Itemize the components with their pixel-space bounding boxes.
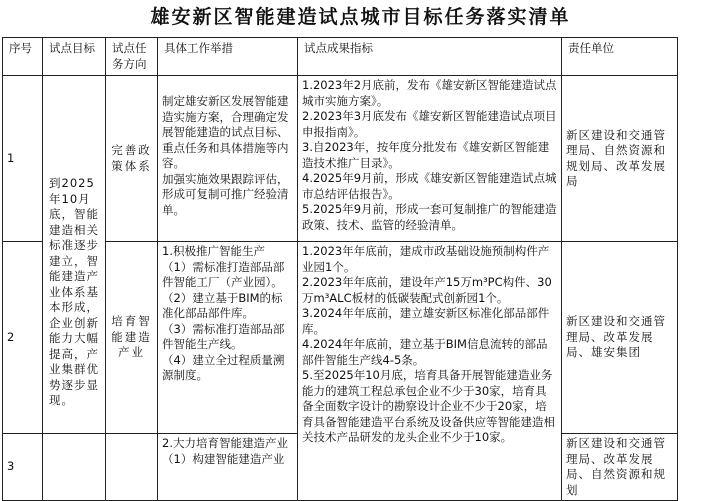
row-measures: 1.积极推广智能生产 （1）需标准打造部品部件智能工厂（产业园）。 （2）建立基于BIM的标准化部品部件库。 （3）需标准打造部品部件智能生产线。 （4）建立全过程质量溯源制度。 [158,242,298,434]
indicator-item: 3.2024年年底前，建立雄安新区标准化部品部件库。 [302,306,550,336]
header-indicators: 试点成果指标 [298,38,562,76]
row-direction: 完善政策体系 [106,76,158,242]
row-seq: 3 [3,434,43,501]
header-seq: 序号 [3,38,43,76]
row-measures: 2.大力培育智能建造产业 （1）构建智能建造产业 [158,434,298,501]
indicator-item: 4.2024年年底前，建立基于BIM信息流转的部品部件智能生产线4-5条。 [302,337,548,367]
table-row [3,76,678,242]
row-seq: 1 [3,76,43,242]
row-direction: 培育智能建造产业 [106,242,158,434]
row-seq: 2 [3,242,43,434]
indicator-item: 5.2025年9月前，形成一套可复制推广的智能建造政策、技术、监管的经验清单。 [302,202,557,232]
header-direction: 试点任务方向 [106,38,158,76]
header-responsible: 责任单位 [562,38,678,76]
table-header-row [3,38,678,76]
row-responsible: 新区建设和交通管理局、改革发展局、雄安集团 [562,242,678,434]
indicator-item: 5.至2025年10月底，培育具备开展智能建造业务能力的建筑工程总承包企业不少于30家，培育具备全面数字设计的勘察设计企业不少于20家，培育具备智能建造平台系统及设备供应等智能建造相关技术产品研发的龙头企业不少于10家。 [302,368,555,444]
indicator-item: 1.2023年2月底前，发布《雄安新区智能建造试点城市实施方案》。 [302,78,557,108]
header-goal: 试点目标 [43,38,106,76]
document-title: 雄安新区智能建造试点城市目标任务落实清单 [150,6,571,28]
indicator-item: 2.2023年3月底发布《雄安新区智能建造试点项目申报指南》。 [302,109,557,139]
row-indicators [298,242,562,501]
indicator-item: 1.2023年年底前，建成市政基础设施预制构件产业园1个。 [302,244,550,274]
row-direction [106,434,158,501]
row-indicators [298,76,562,242]
indicator-item: 2.2023年年底前，建设年产15万m³PC构件、30万m³ALC板材的低碳装配式创新园1个。 [302,275,552,305]
goal-cell: 到2025年10月底，智能建造相关标准逐步建立，智能建造产业体系基本形成，企业创新能力大幅提高，产业集群优势逐步显现。 [43,76,106,434]
goal-cell-continued [43,434,106,501]
indicator-item: 3.自2023年，按年度分批发布《雄安新区智能建造技术推广目录》。 [302,140,550,170]
indicator-item: 4.2025年9月前，形成《雄安新区智能建造试点城市总结评估报告》。 [302,171,557,201]
row-measures: 制定雄安新区发展智能建造实施方案，合理确定发展智能建造的试点目标、重点任务和具体措施等内容。 加强实施效果跟踪评估，形成可复制可推广经验清单。 [158,76,298,242]
header-measures: 具体工作举措 [158,38,298,76]
row-responsible: 新区建设和交通管理局、自然资源和规划局、改革发展局 [562,76,678,242]
task-table [2,37,678,501]
row-responsible: 新区建设和交通管理局、改革发展局、自然资源和规划 [562,434,678,501]
